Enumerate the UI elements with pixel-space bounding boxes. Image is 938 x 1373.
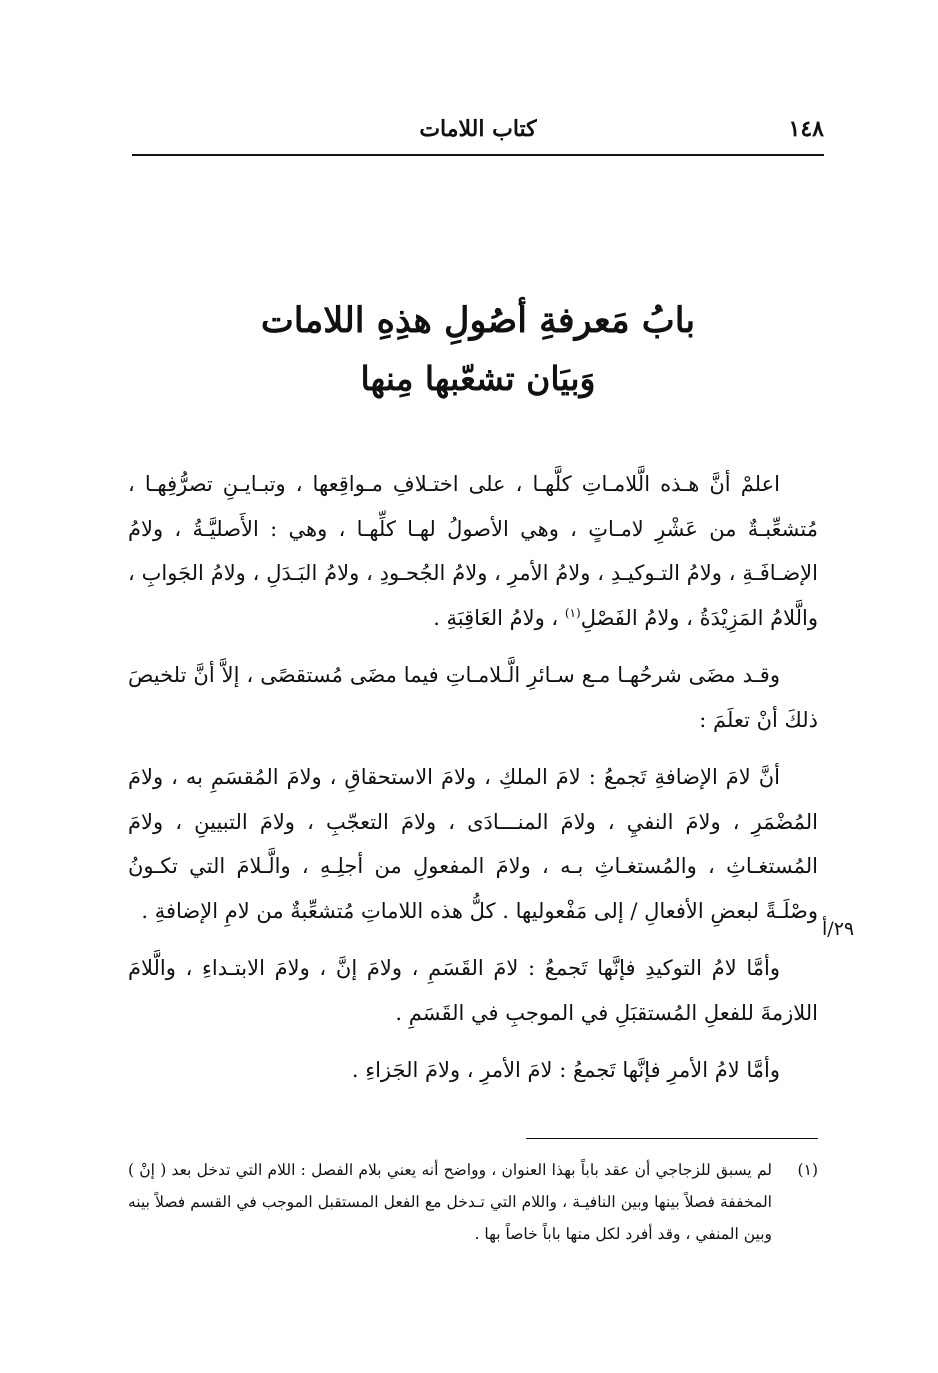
body-text: [128, 462, 818, 1106]
footnote-item: [128, 1154, 818, 1250]
paragraph-1-text: اعلمْ أنَّ هـذه الَّلامـاتِ كلَّهـا ، على اختـلافِ مـواقِعها ، وتبـايـنِ تصرُّفِهـا ، مُتشعِّبـةٌ من عَشْرِ لامـاتٍ ، وهي الأصولُ لهـا كلِّهـا ، وهي : الأَصليَّـةُ ، ولامُ الإضـافَـةِ ، ولامُ التـوكيـدِ ، ولامُ الأمرِ ، ولامُ الجُحـودِ ، ولامُ البَـدَلِ ، ولامُ الجَوابِ ، والَّلامُ المَزِيْدَةُ ، ولامُ الفَصْلِ: [128, 472, 818, 630]
paragraph-4: وأمَّا لامُ التوكيدِ فإنَّها تَجمعُ : لامَ القَسَمِ ، ولامَ إنَّ ، ولامَ الابتـداءِ ، والَّلامَ اللازمةَ للفعلِ المُستقبَلِ في الموجبِ في القَسَمِ .: [128, 956, 818, 1025]
chapter-title-line-2: وَبيَان تشعّبها مِنها: [360, 359, 596, 398]
page-header: [132, 112, 824, 152]
footnote-text: لم يسبق للزجاجي أن عقد باباً بهذا العنوان ، وواضح أنه يعني بلام الفصل : اللام التي تدخل بعد ( إنْ ) المخففة فصلاً بينها وبين النافيـة ، واللام التي تـدخل مع الفعل المستقبل الموجب في القسم فصلاً بينه وبين المنفي ، وقد أفرد لكل منها باباً خاصاً بها .: [128, 1161, 772, 1243]
chapter-title-line-1: بابُ مَعرفةِ أصُولِ هذِهِ اللامات: [260, 300, 696, 341]
page-number: ١٤٨: [788, 116, 824, 142]
paragraph-3: أنَّ لامَ الإضافةِ تَجمعُ : لامَ الملكِ ، ولامَ الاستحقاقِ ، ولامَ المُقسَمِ به ، ولامَ المُضْمَرِ ، ولامَ النفيِ ، ولامَ المنـــادَى ، ولامَ التعجّبِ ، ولامَ التبيينِ ، ولامَ المُستغـاثِ ، والمُستغـاثِ بـه ، ولامَ المفعولِ من أجلِـهِ ، والَّـلامَ التي تكـونُ وصْلَـةً لبعضِ الأفعالِ / إلى مَفْعوليها . كلُّ هذه اللاماتِ مُتشعِّبةٌ من لامِ الإضافةِ .: [128, 765, 818, 923]
header-divider: [132, 154, 824, 156]
paragraph-1: [128, 462, 818, 640]
footnotes: [128, 1154, 818, 1250]
paragraph-2: وقـد مضَى شرحُهـا مـع سـائرِ الَّـلامـاتِ فيما مضَى مُستقصًى ، إلاَّ أنَّ تلخيصَ ذلكَ أنْ تعلَمَ :: [128, 663, 818, 732]
footnote-reference[interactable]: (١): [564, 605, 581, 620]
running-title: كتاب اللامات: [419, 116, 537, 142]
chapter-title: [132, 292, 824, 408]
paragraph-5: وأمَّا لامُ الأمرِ فإنَّها تَجمعُ : لامَ الأمرِ ، ولامَ الجَزاءِ .: [351, 1058, 780, 1082]
paragraph-1-end: ، ولامُ العَاقِبَةِ .: [433, 605, 565, 630]
footnote-divider: [526, 1138, 818, 1139]
manuscript-folio-marker: ٢٩/أ: [822, 918, 855, 940]
footnote-number: (١): [797, 1161, 818, 1179]
